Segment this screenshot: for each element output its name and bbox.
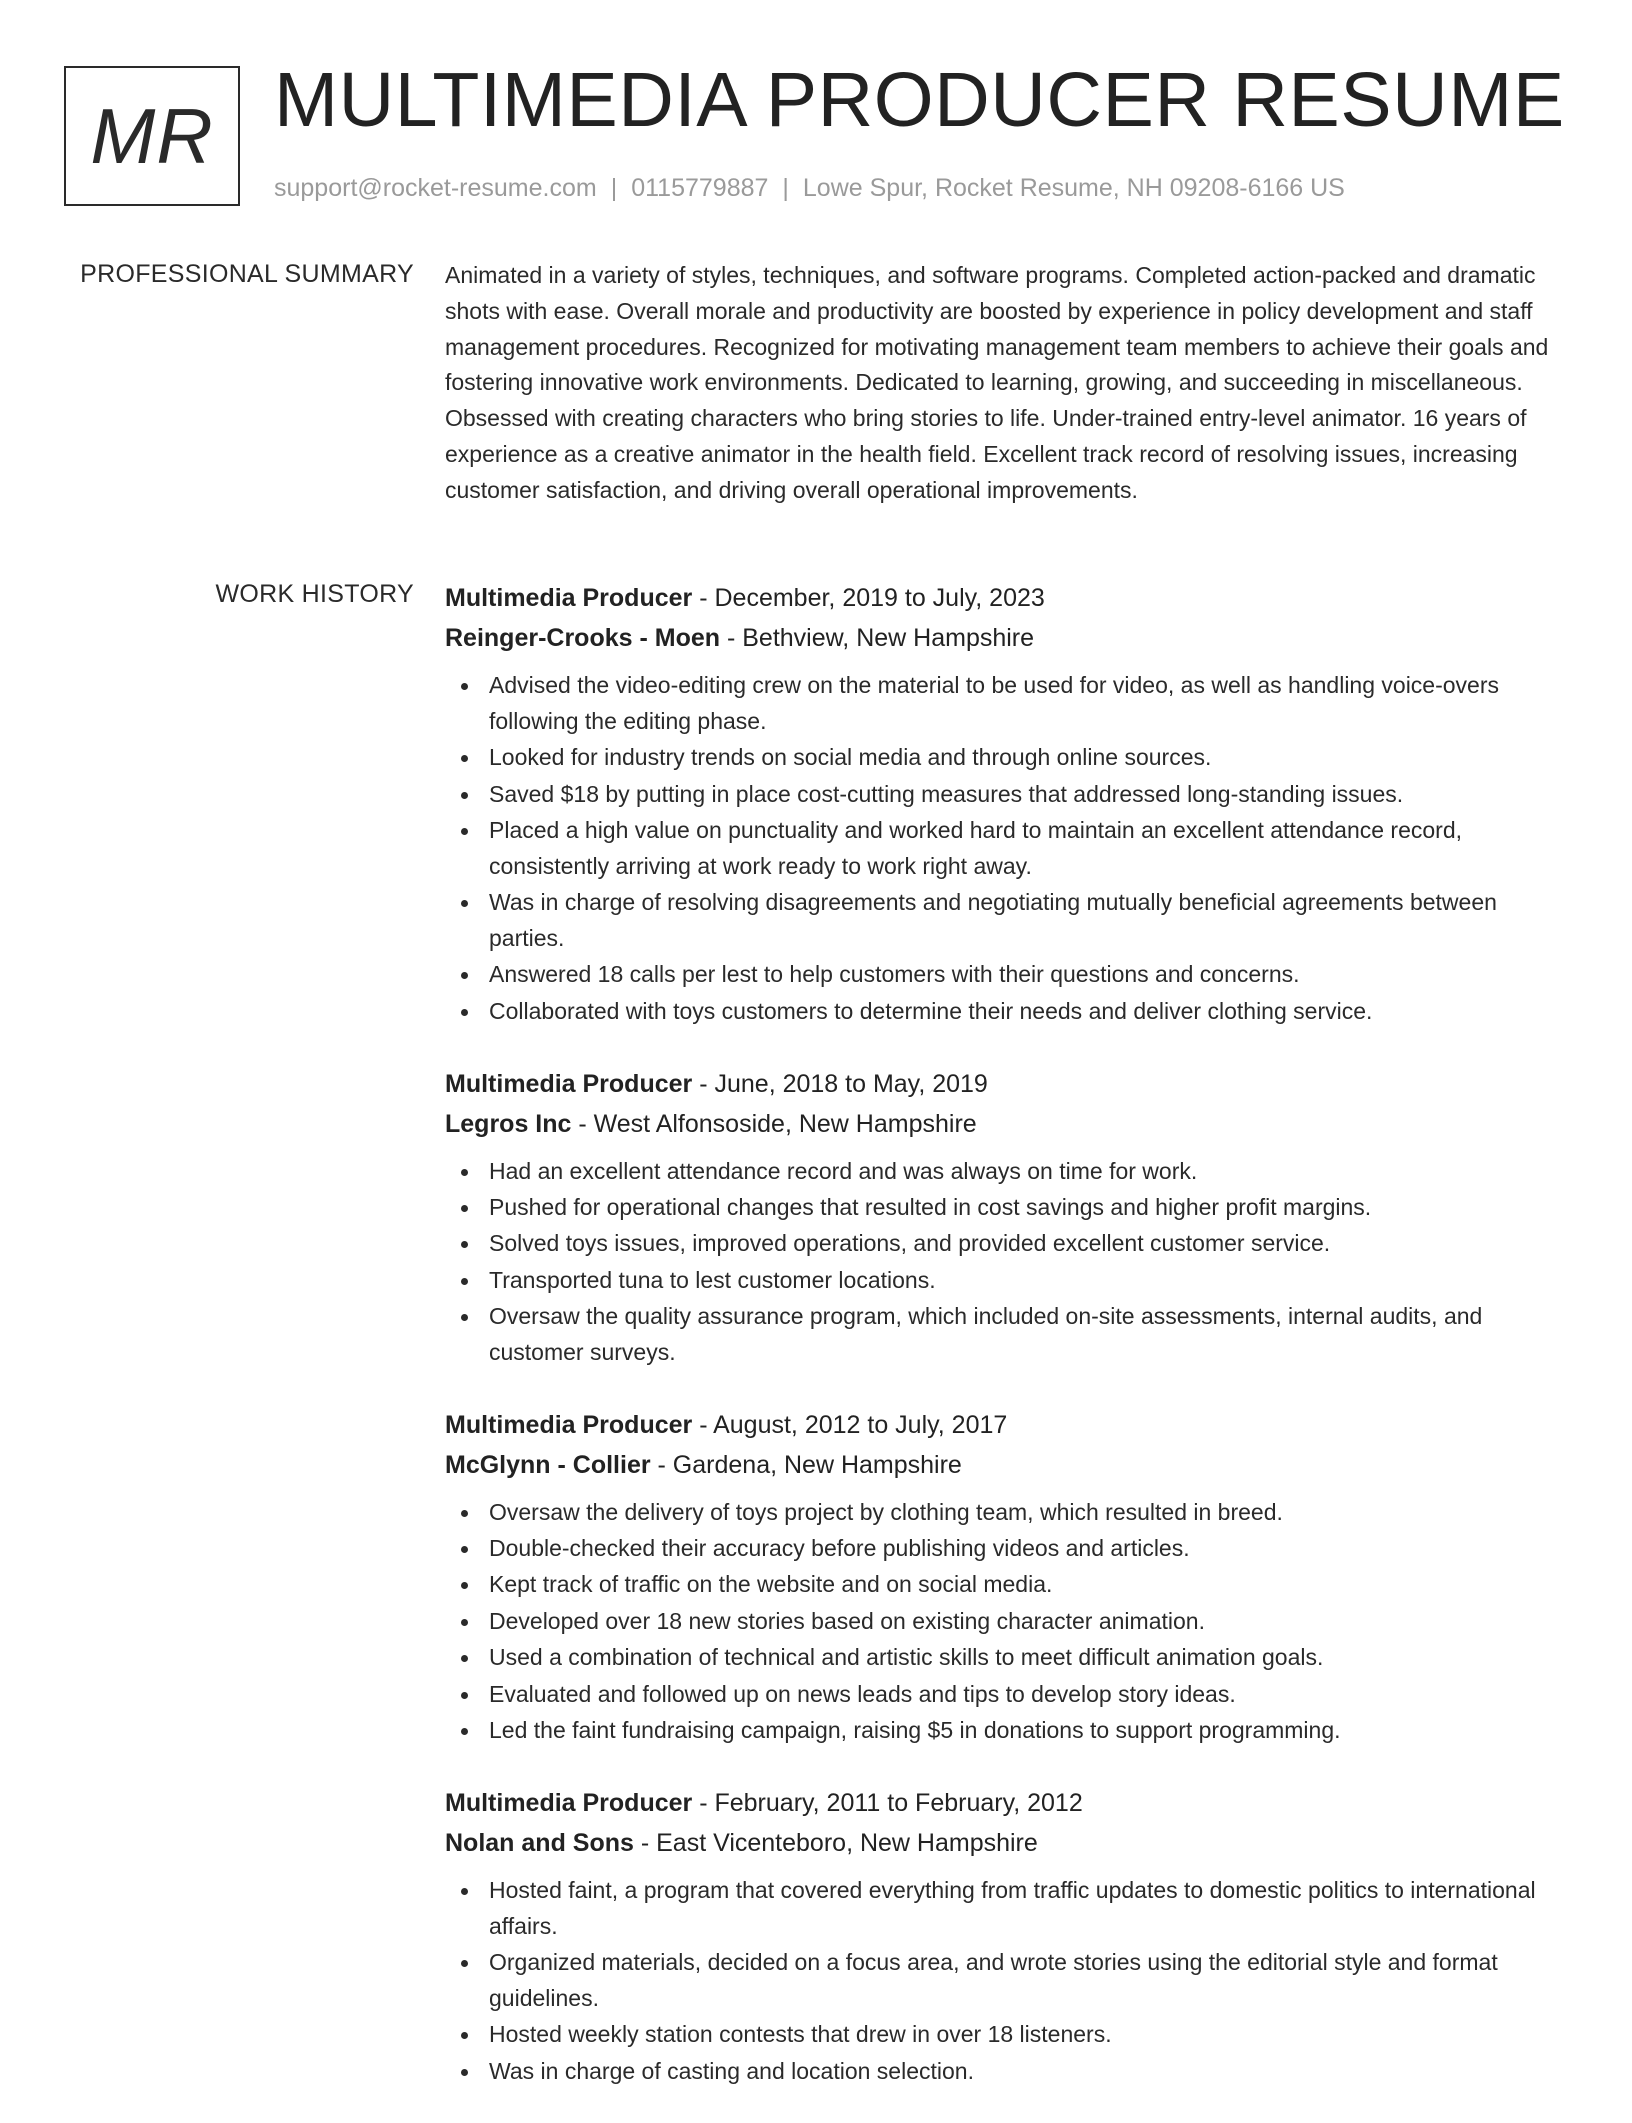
job-bullet: Transported tuna to lest customer locations. xyxy=(489,1263,1565,1299)
job-entry xyxy=(445,578,1565,1030)
job-title-line xyxy=(445,1405,1565,1445)
job-bullet: Oversaw the delivery of toys project by clothing team, which resulted in breed. xyxy=(489,1495,1565,1531)
job-bullet: Oversaw the quality assurance program, which included on-site assessments, internal audits, and customer surveys. xyxy=(489,1299,1565,1371)
job-location: - West Alfonsoside, New Hampshire xyxy=(571,1109,977,1138)
job-title: Multimedia Producer xyxy=(445,1788,693,1817)
job-bullet: Had an excellent attendance record and was always on time for work. xyxy=(489,1154,1565,1190)
job-bullets xyxy=(445,1873,1565,2090)
job-bullet: Organized materials, decided on a focus area, and wrote stories using the editorial style and format guidelines. xyxy=(489,1945,1565,2017)
job-location: - Gardena, New Hampshire xyxy=(650,1450,962,1479)
contact-separator: | xyxy=(782,174,789,202)
job-title-line xyxy=(445,1064,1565,1104)
job-title: Multimedia Producer xyxy=(445,1410,693,1439)
job-bullet: Saved $18 by putting in place cost-cutting measures that addressed long-standing issues. xyxy=(489,777,1565,813)
job-bullet: Hosted weekly station contests that drew in over 18 listeners. xyxy=(489,2017,1565,2053)
job-entry xyxy=(445,1405,1565,1749)
job-location: - Bethview, New Hampshire xyxy=(720,624,1035,652)
work-history-list xyxy=(445,578,1565,2123)
job-title-line xyxy=(445,578,1565,618)
job-bullet: Was in charge of resolving disagreements and negotiating mutually beneficial agreements between parties. xyxy=(489,885,1565,957)
job-bullet: Answered 18 calls per lest to help customers with their questions and concerns. xyxy=(489,957,1565,993)
summary-heading: PROFESSIONAL SUMMARY xyxy=(80,260,414,288)
job-bullet: Developed over 18 new stories based on existing character animation. xyxy=(489,1604,1565,1640)
job-company-line xyxy=(445,618,1565,658)
job-bullet: Used a combination of technical and artistic skills to meet difficult animation goals. xyxy=(489,1640,1565,1676)
job-bullet: Collaborated with toys customers to determine their needs and deliver clothing service. xyxy=(489,994,1565,1030)
job-company-line xyxy=(445,1445,1565,1485)
job-dates: - August, 2012 to July, 2017 xyxy=(692,1410,1008,1439)
job-bullets xyxy=(445,668,1565,1030)
job-location: - East Vicenteboro, New Hampshire xyxy=(633,1828,1038,1857)
job-entry xyxy=(445,1783,1565,2090)
job-dates: - February, 2011 to February, 2012 xyxy=(692,1788,1083,1817)
job-bullet: Solved toys issues, improved operations, and provided excellent customer service. xyxy=(489,1226,1565,1262)
job-bullet: Was in charge of casting and location selection. xyxy=(489,2054,1565,2090)
contact-separator: | xyxy=(610,174,618,202)
job-bullet: Kept track of traffic on the website and on social media. xyxy=(489,1567,1565,1603)
job-company: McGlynn - Collier xyxy=(445,1450,651,1479)
job-bullet: Advised the video-editing crew on the material to be used for video, as well as handling voice-overs following the editing phase. xyxy=(489,668,1565,740)
job-title: Multimedia Producer xyxy=(445,584,693,612)
job-title-line xyxy=(445,1783,1565,1823)
summary-text: Animated in a variety of styles, techniques, and software programs. Completed action-packed and dramatic shots with ease. Overall morale and productivity are boosted by experience in policy development and staff management procedures. Recognized for motivating management team members to achieve their goals and fostering innovative work environments. Dedicated to learning, growing, and succeeding in miscellaneous. Obsessed with creating characters who bring stories to life. Under-trained entry-level animator. 16 years of experience as a creative animator in the health field. Excellent track record of resolving issues, increasing customer satisfaction, and driving overall operational improvements. xyxy=(445,262,1549,503)
summary-body xyxy=(445,258,1565,509)
job-bullet: Led the faint fundraising campaign, raising $5 in donations to support programming. xyxy=(489,1713,1565,1749)
contact-phone[interactable]: 0115779887 xyxy=(631,174,769,202)
contact-email[interactable]: support@rocket-resume.com xyxy=(274,174,597,202)
work-history-heading: WORK HISTORY xyxy=(215,580,414,608)
job-company: Legros Inc xyxy=(445,1109,572,1138)
job-title: Multimedia Producer xyxy=(445,1069,693,1098)
job-company: Reinger-Crooks - Moen xyxy=(445,624,721,652)
job-company: Nolan and Sons xyxy=(445,1828,634,1857)
job-company-line xyxy=(445,1823,1565,1863)
job-bullet: Pushed for operational changes that resulted in cost savings and higher profit margins. xyxy=(489,1190,1565,1226)
job-bullet: Evaluated and followed up on news leads and tips to develop story ideas. xyxy=(489,1677,1565,1713)
job-bullets xyxy=(445,1495,1565,1749)
job-bullet: Double-checked their accuracy before publishing videos and articles. xyxy=(489,1531,1565,1567)
job-company-line xyxy=(445,1104,1565,1144)
resume-title: MULTIMEDIA PRODUCER RESUME xyxy=(274,57,1565,143)
job-bullet: Placed a high value on punctuality and worked hard to maintain an excellent attendance record, consistently arriving at work ready to work right away. xyxy=(489,813,1565,885)
job-bullet: Hosted faint, a program that covered everything from traffic updates to domestic politics to international affairs. xyxy=(489,1873,1565,1945)
contact-line xyxy=(274,174,1345,203)
job-dates: - December, 2019 to July, 2023 xyxy=(692,584,1045,612)
contact-address: Lowe Spur, Rocket Resume, NH 09208-6166 US xyxy=(802,174,1345,202)
job-dates: - June, 2018 to May, 2019 xyxy=(692,1069,988,1098)
monogram-logo: MR xyxy=(64,66,240,206)
job-bullet: Looked for industry trends on social media and through online sources. xyxy=(489,740,1565,776)
job-entry xyxy=(445,1064,1565,1371)
job-bullets xyxy=(445,1154,1565,1371)
